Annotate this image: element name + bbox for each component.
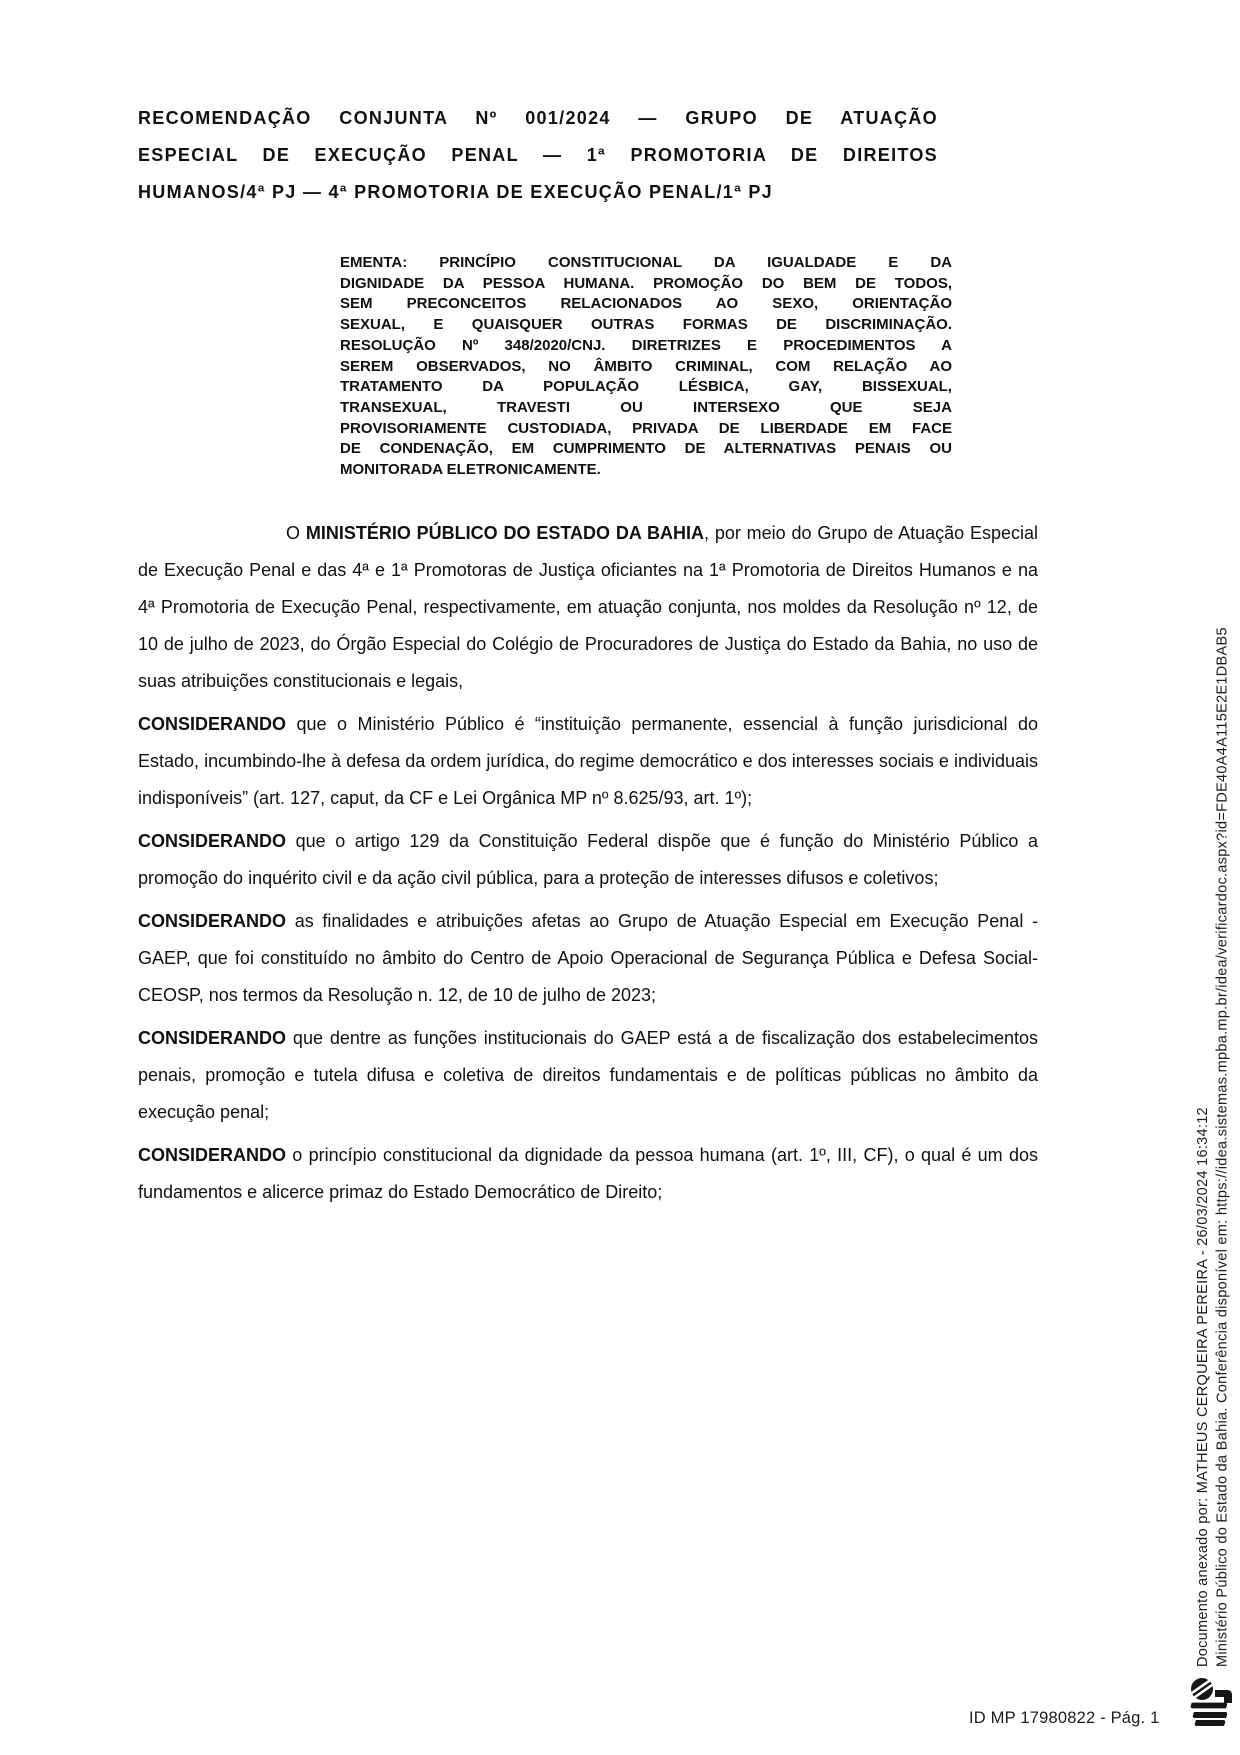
document-title bbox=[138, 100, 938, 211]
ementa-line-6: SEREM OBSERVADOS, NO ÂMBITO CRIMINAL, COM RELAÇÃO AO bbox=[340, 357, 952, 375]
title-line-2: ESPECIAL DE EXECUÇÃO PENAL — 1ª PROMOTORIA DE DIREITOS bbox=[138, 145, 938, 165]
paragraph-4 bbox=[138, 903, 1038, 1014]
paragraph-5-bold-run: CONSIDERANDO bbox=[138, 1028, 287, 1048]
attachment-note: Documento anexado por: MATHEUS CERQUEIRA PEREIRA - 26/03/2024 16:34:12 bbox=[1195, 1107, 1211, 1667]
vertical-annotation-strip bbox=[1194, 457, 1233, 1667]
paragraph-6-text-run: o princípio constitucional da dignidade da pessoa humana (art. 1º, III, CF), o qual é um dos fundamentos e alicerce primaz do Estado Democrático de Direito; bbox=[138, 1145, 1038, 1202]
paragraph-5 bbox=[138, 1020, 1038, 1131]
paragraph-1-text-run: , por meio do Grupo de Atuação Especial de Execução Penal e das 4ª e 1ª Promotoras de Justiça oficiantes na 1ª Promotoria de Direitos Humanos e na 4ª Promotoria de Execução Penal, respectivamente, em atuação conjunta, nos moldes da Resolução nº 12, de 10 de julho de 2023, do Órgão Especial do Colégio de Procuradores de Justiça do Estado da Bahia, no uso de suas atribuições constitucionais e legais, bbox=[138, 523, 1038, 691]
ementa-line-7: TRATAMENTO DA POPULAÇÃO LÉSBICA, GAY, BISSEXUAL, bbox=[340, 378, 952, 396]
ementa-line-10: DE CONDENAÇÃO, EM CUMPRIMENTO DE ALTERNATIVAS PENAIS OU bbox=[340, 440, 952, 458]
paragraph-3 bbox=[138, 823, 1038, 897]
paragraph-6 bbox=[138, 1137, 1038, 1211]
paragraph-4-text-run: as finalidades e atribuições afetas ao Grupo de Atuação Especial em Execução Penal - GAEP, que foi constituído no âmbito do Centro de Apoio Operacional de Segurança Pública e Defesa Social-CEOSP, nos termos da Resolução n. 12, de 10 de julho de 2023; bbox=[138, 911, 1038, 1005]
ementa-line-9: PROVISORIAMENTE CUSTODIADA, PRIVADA DE LIBERDADE EM FACE bbox=[340, 419, 952, 437]
paragraph-1-text-run: O bbox=[286, 523, 306, 543]
paragraph-1 bbox=[138, 515, 1038, 700]
paragraph-5-text-run: que dentre as funções institucionais do GAEP está a de fiscalização dos estabelecimentos penais, promoção e tutela difusa e coletiva de direitos fundamentais e de políticas públicas no âmbito da execução penal; bbox=[138, 1028, 1038, 1122]
ementa-line-8: TRANSEXUAL, TRAVESTI OU INTERSEXO QUE SEJA bbox=[340, 398, 952, 416]
ementa-line-4: SEXUAL, E QUAISQUER OUTRAS FORMAS DE DISCRIMINAÇÃO. bbox=[340, 316, 952, 334]
title-line-1: RECOMENDAÇÃO CONJUNTA Nº 001/2024 — GRUPO DE ATUAÇÃO bbox=[138, 108, 938, 128]
ementa-block bbox=[340, 253, 952, 481]
document-body bbox=[138, 515, 1038, 1211]
paragraph-4-bold-run: CONSIDERANDO bbox=[138, 911, 287, 931]
paragraph-2-text-run: que o Ministério Público é “instituição permanente, essencial à função jurisdicional do Estado, incumbindo-lhe à defesa da ordem jurídica, do regime democrático e dos interesses sociais e individuais indisponíveis” (art. 127, caput, da CF e Lei Orgânica MP nº 8.625/93, art. 1º); bbox=[138, 714, 1038, 808]
mp-logo-icon bbox=[1188, 1677, 1234, 1727]
ementa-line-1: EMENTA: PRINCÍPIO CONSTITUCIONAL DA IGUALDADE E DA bbox=[340, 254, 952, 271]
paragraph-3-bold-run: CONSIDERANDO bbox=[138, 831, 287, 851]
paragraph-2-bold-run: CONSIDERANDO bbox=[138, 714, 287, 734]
paragraph-3-text-run: que o artigo 129 da Constituição Federal dispõe que é função do Ministério Público a promoção do inquérito civil e da ação civil pública, para a proteção de interesses difusos e coletivos; bbox=[138, 831, 1038, 888]
paragraph-2 bbox=[138, 706, 1038, 817]
paragraph-1-bold-run: MINISTÉRIO PÚBLICO DO ESTADO DA BAHIA bbox=[305, 523, 704, 543]
ementa-line-5: RESOLUÇÃO Nº 348/2020/CNJ. DIRETRIZES E PROCEDIMENTOS A bbox=[340, 336, 952, 354]
ementa-line-2: DIGNIDADE DA PESSOA HUMANA. PROMOÇÃO DO BEM DE TODOS, bbox=[340, 274, 952, 292]
title-line-3: HUMANOS/4ª PJ — 4ª PROMOTORIA DE EXECUÇÃO PENAL/1ª PJ bbox=[138, 182, 773, 202]
ementa-line-11: MONITORADA ELETRONICAMENTE. bbox=[340, 461, 601, 479]
verification-note: Ministério Público do Estado da Bahia. Conferência disponível em: https://idea.sistemas.mpba.mp.br/idea/verificardoc.aspx?id=FDE40A4A115E2E1DBAB5 bbox=[1214, 627, 1231, 1667]
paragraph-6-bold-run: CONSIDERANDO bbox=[138, 1145, 287, 1165]
ementa-line-3: SEM PRECONCEITOS RELACIONADOS AO SEXO, ORIENTAÇÃO bbox=[340, 295, 952, 313]
page-id-footer: ID MP 17980822 - Pág. 1 bbox=[969, 1709, 1160, 1727]
